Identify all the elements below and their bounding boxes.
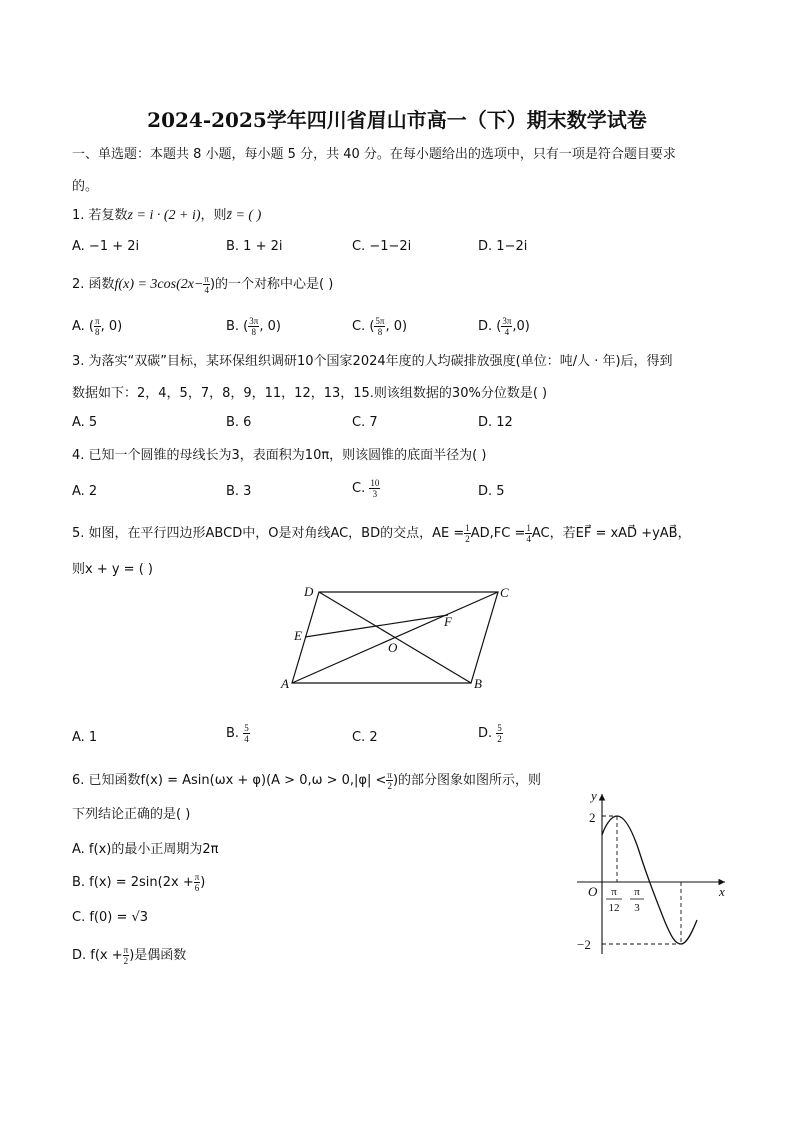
q2-option-c[interactable]: C. ( $\frac{5\pi}{8}$ , 0) xyxy=(352,316,408,337)
section-header-line2: 的。 xyxy=(72,179,99,194)
q5-option-d[interactable]: D. $\frac{5}{2}$ xyxy=(478,723,502,744)
q2-suffix: )的一个对称中心是( ) xyxy=(209,277,334,292)
q1-option-d[interactable]: D. 1−2i xyxy=(478,239,528,254)
q2-option-b[interactable]: B. ( $\frac{3\pi}{8}$ , 0) xyxy=(226,316,281,337)
diagonal-bd xyxy=(319,592,471,683)
q2-option-a[interactable]: A. ( $\frac{\pi}{8}$ , 0) xyxy=(72,316,123,337)
q3-option-c[interactable]: C. 7 xyxy=(352,415,378,430)
parallelogram-figure xyxy=(278,580,518,692)
sine-graph-figure xyxy=(565,782,740,960)
question-5-line2: 则x + y = ( ) xyxy=(72,562,153,577)
q3-option-a[interactable]: A. 5 xyxy=(72,415,98,430)
q4-option-d[interactable]: D. 5 xyxy=(478,484,505,499)
tick1-num: π xyxy=(611,886,617,898)
q2-expr: f(x) = 3cos(2x− xyxy=(114,277,204,292)
label-d: D xyxy=(304,584,314,599)
q6-option-d[interactable]: D. f(x + $\frac{\pi}{2}$ )是偶函数 xyxy=(72,945,187,966)
tick1-den: 12 xyxy=(608,902,620,914)
q1-expr2: z̄ = ( ) xyxy=(226,208,262,223)
y-label: y xyxy=(591,788,597,803)
label-o: O xyxy=(388,640,398,655)
label-c: C xyxy=(500,585,509,600)
question-1-stem xyxy=(72,207,261,225)
question-6-line1: 6. 已知函数f(x) = Asin(ωx + φ)(A > 0,ω > 0,|φ| < $\frac{\pi}{2}$ )的部分图象如图所示，则 xyxy=(72,770,542,791)
label-b: B xyxy=(474,676,482,691)
origin-label: O xyxy=(588,884,598,899)
q6-option-c[interactable]: C. f(0) = √3 xyxy=(72,910,149,925)
q6-option-a[interactable]: A. f(x)的最小正周期为2π xyxy=(72,842,219,857)
q1-option-c[interactable]: C. −1−2i xyxy=(352,239,412,254)
q4-option-c[interactable]: C. $\frac{10}{3}$ xyxy=(352,478,380,499)
q3-option-b[interactable]: B. 6 xyxy=(226,415,252,430)
question-3-line1: 3. 为落实“双碳”目标，某环保组织调研10个国家2024年度的人均碳排放强度(单位：吨/人 · 年)后，得到 xyxy=(72,354,673,369)
question-5-line1: 5. 如图，在平行四边形ABCD中，O是对角线AC，BD的交点，AE = $\frac{1}{2}$ AD,FC = $\frac{1}{4}$ AC，若EF⃗ = xAD⃗ +yAB⃗， xyxy=(72,523,691,544)
q5-option-a[interactable]: A. 1 xyxy=(72,730,98,745)
tick2-num: π xyxy=(634,886,640,898)
q1-expr: z = i · (2 + i) xyxy=(127,208,201,223)
label-f: F xyxy=(444,614,452,629)
q1-option-a[interactable]: A. −1 + 2i xyxy=(72,239,140,254)
label-a: A xyxy=(281,676,289,691)
question-6-line2: 下列结论正确的是( ) xyxy=(72,807,191,822)
q2-prefix: 2. 函数 xyxy=(72,277,115,292)
q2-fraction: $\frac{\pi}{4}$ xyxy=(204,274,209,295)
q4-option-b[interactable]: B. 3 xyxy=(226,484,252,499)
q3-option-d[interactable]: D. 12 xyxy=(478,415,513,430)
question-4-stem: 4. 已知一个圆锥的母线长为3，表面积为10π，则该圆锥的底面半径为( ) xyxy=(72,448,487,463)
tick2-den: 3 xyxy=(634,902,640,914)
segment-ef xyxy=(305,615,448,637)
ymin-label: −2 xyxy=(577,937,591,952)
page-title: 2024-2025学年四川省眉山市高一（下）期末数学试卷 xyxy=(147,108,647,132)
q5-option-c[interactable]: C. 2 xyxy=(352,730,378,745)
sine-curve xyxy=(602,816,697,944)
q1-prefix: 1. 若复数 xyxy=(72,208,128,223)
question-2-stem xyxy=(72,274,333,295)
q1-option-b[interactable]: B. 1 + 2i xyxy=(226,239,283,254)
q6-option-b[interactable]: B. f(x) = 2sin(2x + $\frac{\pi}{6}$ ) xyxy=(72,872,206,893)
q2-option-d[interactable]: D. ( $\frac{3\pi}{4}$ ,0) xyxy=(478,316,530,337)
question-3-line2: 数据如下：2，4，5，7，8，9，11，12，13，15.则该组数据的30%分位数是( ) xyxy=(72,386,548,401)
x-label: x xyxy=(719,884,725,899)
label-e: E xyxy=(294,628,302,643)
q4-option-a[interactable]: A. 2 xyxy=(72,484,98,499)
q1-mid: ，则 xyxy=(200,208,227,223)
ymax-label: 2 xyxy=(589,810,596,825)
q5-option-b[interactable]: B. $\frac{5}{4}$ xyxy=(226,723,249,744)
section-header-line1: 一、单选题：本题共 8 小题，每小题 5 分，共 40 分。在每小题给出的选项中，只有一项是符合题目要求 xyxy=(72,147,676,162)
